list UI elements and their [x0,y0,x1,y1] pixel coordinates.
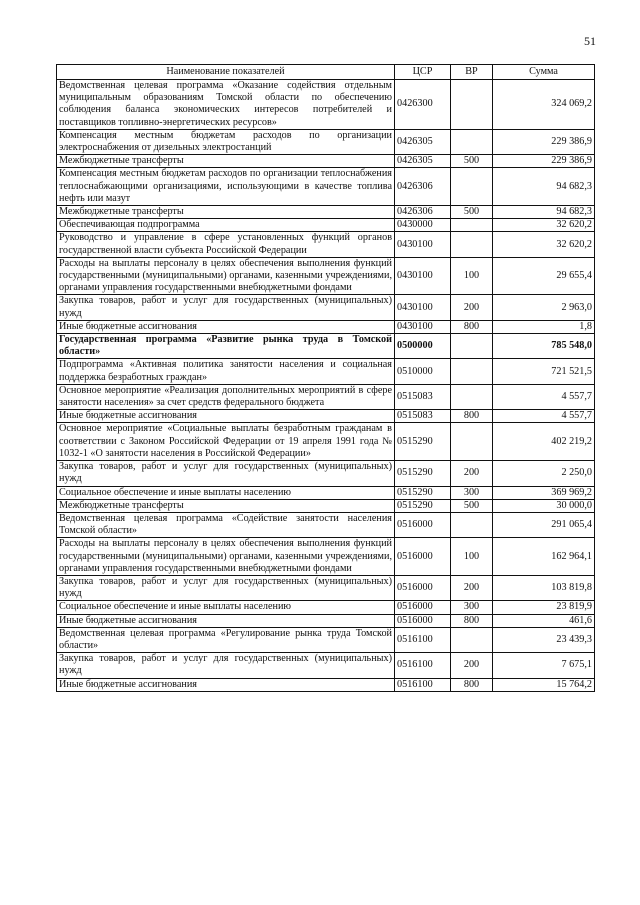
cell-vr [451,359,493,384]
cell-sum: 721 521,5 [493,359,595,384]
cell-sum: 162 964,1 [493,538,595,576]
cell-csr: 0430000 [395,219,451,232]
cell-vr: 800 [451,678,493,691]
cell-name: Основное мероприятие «Социальные выплаты безработным гражданам в соответствии с Законом Российской Федерации от 19 апреля 1991 года № 1032-1 «О занятости населения в Российской Федерации» [57,423,395,461]
header-sum: Сумма [493,65,595,80]
cell-sum: 15 764,2 [493,678,595,691]
table-row [57,206,595,219]
cell-vr: 800 [451,410,493,423]
cell-sum: 30 000,0 [493,499,595,512]
table-row [57,295,595,320]
cell-csr: 0430100 [395,295,451,320]
cell-csr: 0430100 [395,257,451,295]
cell-name: Компенсация местным бюджетам расходов по организации теплоснабжения теплоснабжающими организациями, использующими в качестве топлива нефть или мазут [57,168,395,206]
cell-sum: 7 675,1 [493,653,595,678]
cell-sum: 2 250,0 [493,461,595,486]
cell-vr: 200 [451,575,493,600]
cell-csr: 0426306 [395,168,451,206]
cell-vr: 100 [451,538,493,576]
header-name: Наименование показателей [57,65,395,80]
cell-csr: 0516100 [395,627,451,652]
cell-name: Социальное обеспечение и иные выплаты населению [57,601,395,614]
cell-sum: 29 655,4 [493,257,595,295]
header-vr: ВР [451,65,493,80]
table-row [57,461,595,486]
cell-name: Ведомственная целевая программа «Регулирование рынка труда Томской области» [57,627,395,652]
table-row [57,359,595,384]
cell-csr: 0430100 [395,232,451,257]
cell-name: Основное мероприятие «Реализация дополнительных мероприятий в сфере занятости населения» за счет средств федерального бюджета [57,384,395,409]
cell-csr: 0515083 [395,410,451,423]
table-row [57,320,595,333]
cell-name: Ведомственная целевая программа «Содействие занятости населения Томской области» [57,512,395,537]
cell-vr [451,334,493,359]
cell-sum: 1,8 [493,320,595,333]
cell-vr: 500 [451,499,493,512]
cell-sum: 4 557,7 [493,410,595,423]
cell-vr: 200 [451,461,493,486]
cell-sum: 402 219,2 [493,423,595,461]
cell-vr [451,627,493,652]
cell-sum: 2 963,0 [493,295,595,320]
cell-csr: 0510000 [395,359,451,384]
cell-name: Межбюджетные трансферты [57,499,395,512]
cell-sum: 23 819,9 [493,601,595,614]
cell-csr: 0516100 [395,678,451,691]
cell-vr [451,129,493,154]
cell-name: Расходы на выплаты персоналу в целях обеспечения выполнения функций государственными (муниципальными) органами, казенными учреждениями, органами управления государственными внебюджетными фондами [57,257,395,295]
table-row [57,499,595,512]
cell-sum: 32 620,2 [493,219,595,232]
cell-vr: 800 [451,614,493,627]
cell-vr [451,232,493,257]
cell-name: Социальное обеспечение и иные выплаты населению [57,486,395,499]
cell-vr: 200 [451,295,493,320]
cell-name: Закупка товаров, работ и услуг для государственных (муниципальных) нужд [57,575,395,600]
cell-sum: 229 386,9 [493,155,595,168]
table-row [57,653,595,678]
table-row [57,678,595,691]
cell-sum: 4 557,7 [493,384,595,409]
table-row [57,614,595,627]
cell-name: Иные бюджетные ассигнования [57,410,395,423]
cell-csr: 0516000 [395,601,451,614]
table-row [57,334,595,359]
table-row [57,512,595,537]
cell-vr [451,423,493,461]
table-row [57,168,595,206]
table-row [57,257,595,295]
cell-name: Расходы на выплаты персоналу в целях обеспечения выполнения функций государственными (муниципальными) органами, казенными учреждениями, органами управления государственными внебюджетными фондами [57,538,395,576]
cell-vr: 100 [451,257,493,295]
table-row [57,601,595,614]
cell-vr [451,168,493,206]
table-row [57,80,595,130]
table-row [57,129,595,154]
cell-name: Иные бюджетные ассигнования [57,678,395,691]
cell-csr: 0500000 [395,334,451,359]
cell-name: Иные бюджетные ассигнования [57,320,395,333]
budget-table [56,64,595,692]
table-row [57,575,595,600]
cell-csr: 0426300 [395,80,451,130]
cell-name: Государственная программа «Развитие рынка труда в Томской области» [57,334,395,359]
table-row [57,384,595,409]
cell-name: Подпрограмма «Активная политика занятости населения и социальная поддержка безработных граждан» [57,359,395,384]
cell-vr: 300 [451,486,493,499]
cell-sum: 94 682,3 [493,168,595,206]
cell-sum: 23 439,3 [493,627,595,652]
cell-sum: 229 386,9 [493,129,595,154]
cell-vr [451,512,493,537]
cell-vr: 800 [451,320,493,333]
cell-csr: 0516000 [395,575,451,600]
cell-csr: 0515083 [395,384,451,409]
table-row [57,219,595,232]
cell-csr: 0430100 [395,320,451,333]
cell-name: Закупка товаров, работ и услуг для государственных (муниципальных) нужд [57,295,395,320]
cell-csr: 0516000 [395,538,451,576]
header-csr: ЦСР [395,65,451,80]
cell-name: Межбюджетные трансферты [57,206,395,219]
cell-vr [451,219,493,232]
cell-name: Руководство и управление в сфере установленных функций органов государственной власти субъекта Российской Федерации [57,232,395,257]
table-row [57,410,595,423]
cell-name: Закупка товаров, работ и услуг для государственных (муниципальных) нужд [57,461,395,486]
cell-sum: 291 065,4 [493,512,595,537]
cell-csr: 0515290 [395,486,451,499]
table-row [57,486,595,499]
cell-vr: 500 [451,206,493,219]
table-row [57,627,595,652]
cell-name: Компенсация местным бюджетам расходов по организации электроснабжения от дизельных электростанций [57,129,395,154]
cell-csr: 0515290 [395,423,451,461]
cell-csr: 0426305 [395,129,451,154]
cell-name: Ведомственная целевая программа «Оказание содействия отдельным муниципальным образованиям Томской области по обеспечению соблюдения баланса экономических интересов потребителей и поставщиков топливно-энергетических ресурсов» [57,80,395,130]
cell-sum: 94 682,3 [493,206,595,219]
cell-name: Иные бюджетные ассигнования [57,614,395,627]
cell-sum: 103 819,8 [493,575,595,600]
cell-vr: 300 [451,601,493,614]
table-row [57,155,595,168]
table-row [57,423,595,461]
table-row [57,538,595,576]
cell-sum: 461,6 [493,614,595,627]
cell-vr [451,384,493,409]
cell-sum: 369 969,2 [493,486,595,499]
cell-csr: 0516000 [395,512,451,537]
cell-csr: 0516100 [395,653,451,678]
cell-sum: 32 620,2 [493,232,595,257]
cell-vr [451,80,493,130]
cell-csr: 0516000 [395,614,451,627]
cell-sum: 785 548,0 [493,334,595,359]
table-row [57,232,595,257]
cell-csr: 0426305 [395,155,451,168]
cell-csr: 0426306 [395,206,451,219]
cell-name: Обеспечивающая подпрограмма [57,219,395,232]
table-header-row [57,65,595,80]
cell-csr: 0515290 [395,461,451,486]
cell-sum: 324 069,2 [493,80,595,130]
cell-vr: 200 [451,653,493,678]
page-number: 51 [584,34,596,48]
cell-vr: 500 [451,155,493,168]
cell-name: Межбюджетные трансферты [57,155,395,168]
cell-csr: 0515290 [395,499,451,512]
cell-name: Закупка товаров, работ и услуг для государственных (муниципальных) нужд [57,653,395,678]
